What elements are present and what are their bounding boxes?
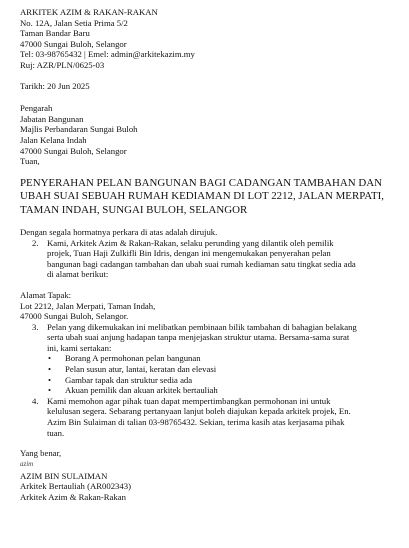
site-address-line: 47000 Sungai Buloh, Selangor. [20,311,129,322]
opening-line: Dengan segala hormatnya perkara di atas adalah dirujuk. [20,226,218,237]
recipient-line: 47000 Sungai Buloh, Selangor [20,145,127,156]
attachment-list [48,353,391,395]
letter-date: Tarikh: 20 Jun 2025 [20,80,90,91]
paragraph-line: ini, kami sertakan: [47,342,112,353]
recipient-block [20,103,391,167]
recipient-line: Pengarah [20,103,53,114]
paragraph-line: tuan. [47,427,65,438]
sender-company: ARKITEK AZIM & RAKAN-RAKAN [20,7,158,17]
site-address-block [20,290,391,322]
sign-off: Yang benar, [20,448,62,459]
paragraph-2 [32,238,391,280]
recipient-line: Majlis Perbandaran Sungai Buloh [20,124,138,135]
subject-line: TAMAN INDAH, SUNGAI BULOH, SELANGOR [20,203,248,216]
paragraph-4 [32,396,391,438]
paragraph-line: Azim Bin Sulaiman di talian 03-98765432. Sekian, terima kasih atas kerjasama pihak [47,417,345,428]
paragraph-line: Kami memohon agar pihak tuan dapat mempertimbangkan permohonan ini untuk [47,395,331,406]
list-item: • Gambar tapak dan struktur sedia ada [48,375,391,386]
sender-contact: Tel: 03-98765432 | Emel: admin@arkitekazim.my [20,49,195,60]
paragraph-number: 3. [32,321,39,332]
list-item: • Akuan pemilik dan akuan arkitek bertauliah [48,385,391,396]
sender-address-line: Taman Bandar Baru [20,28,90,39]
subject-line: UBAH SUAI SEBUAH RUMAH KEDIAMAN DI LOT 2212, JALAN MERPATI, [20,190,384,203]
subject-line: PENYERAHAN PELAN BANGUNAN BAGI CADANGAN TAMBAHAN DAN [20,176,382,189]
paragraph-line: projek, Tuan Haji Zulkifli Bin Idris, dengan ini mengemukakan penyerahan pelan [47,248,331,259]
handwritten-signature: azim [20,459,34,468]
reference-number: Ruj: AZR/PLN/0625-03 [20,59,105,70]
salutation: Tuan, [20,156,40,167]
closing-block [20,448,391,502]
paragraph-line: di alamat berikut: [47,269,109,280]
signatory-name: AZIM BIN SULAIMAN [20,470,108,481]
paragraph-line: bangunan bagi cadangan tambahan dan ubah suai rumah kediaman satu tingkat sedia ada [47,258,356,269]
recipient-line: Jalan Kelana Indah [20,134,87,145]
letter-subject [20,177,391,217]
paragraph-line: Kami, Arkitek Azim & Rakan-Rakan, selaku perunding yang dilantik oleh pemilik [47,237,334,248]
paragraph-line: kelulusan segera. Sebarang pertanyaan lanjut boleh diajukan kepada arkitek projek, En. [47,406,351,417]
sender-address-line: 47000 Sungai Buloh, Selangor [20,38,127,49]
recipient-line: Jabatan Bangunan [20,113,84,124]
signatory-title: Arkitek Bertauliah (AR002343) [20,481,131,492]
site-address-line: Lot 2212, Jalan Merpati, Taman Indah, [20,300,156,311]
site-address-label: Alamat Tapak: [20,289,72,300]
sender-address-line: No. 12A, Jalan Setia Prima 5/2 [20,17,128,28]
signatory-firm: Arkitek Azim & Rakan-Rakan [20,492,126,502]
paragraph-number: 4. [32,395,39,406]
paragraph-number: 2. [32,237,39,248]
sender-block [20,7,391,71]
list-item: • Borang A permohonan pelan bangunan [48,353,391,364]
paragraph-3 [32,322,391,354]
list-item: • Pelan susun atur, lantai, keratan dan elevasi [48,364,391,375]
paragraph-line: Pelan yang dikemukakan ini melibatkan pembinaan bilik tambahan di bahagian belakang [47,321,357,332]
paragraph-line: serta ubah suai anjung hadapan tanpa menjejaskan struktur utama. Bersama-sama surat [47,332,350,343]
